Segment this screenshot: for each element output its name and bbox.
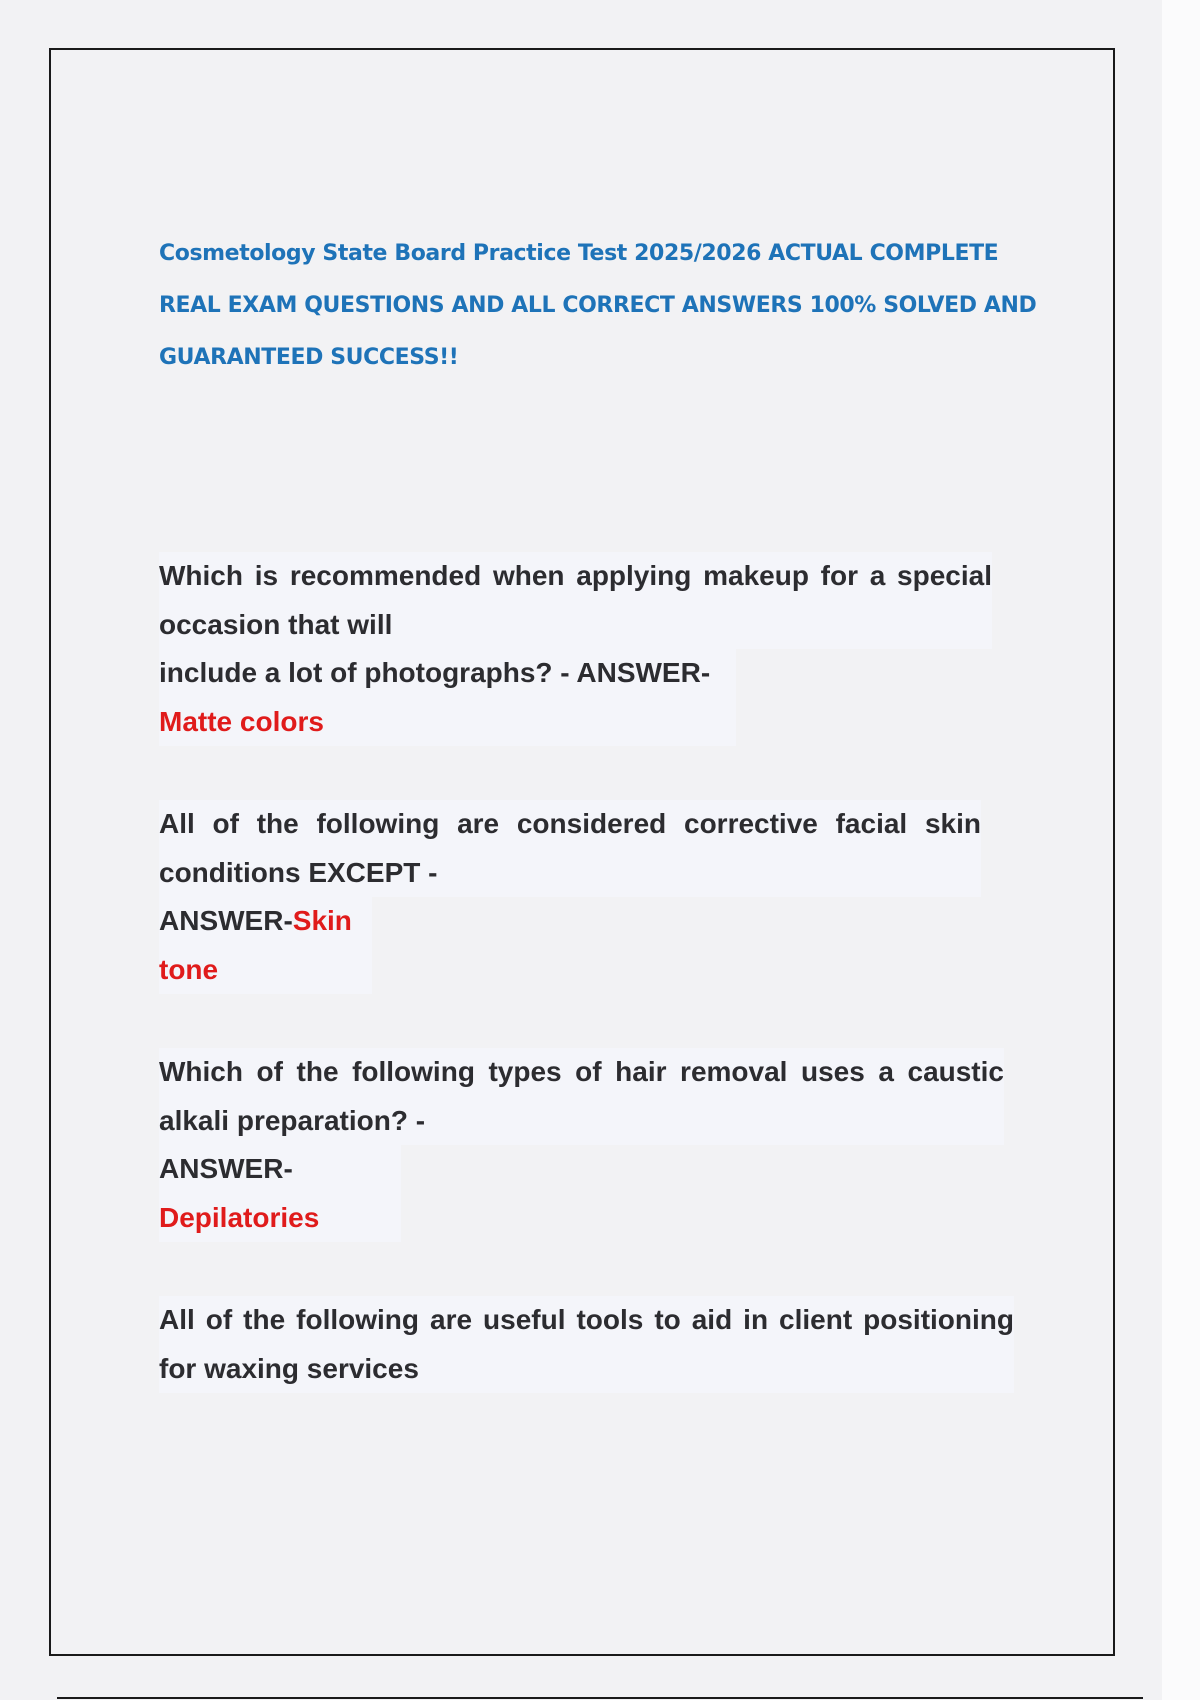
question-2-answer-part-2: tone (159, 946, 372, 995)
question-2-answer-part-1: Skin (292, 905, 352, 936)
document-page (49, 48, 1115, 1656)
question-2 (159, 800, 981, 994)
question-2-line-2: conditions EXCEPT - (159, 849, 981, 898)
question-3-line-1: Which of the following types of hair removal uses a caustic (159, 1048, 1004, 1097)
question-3-line-2: alkali preparation? - (159, 1097, 1004, 1146)
question-3-answer-label: ANSWER- (159, 1145, 401, 1194)
question-2-answer-label: ANSWER- (159, 905, 293, 936)
right-margin-strip (1162, 0, 1200, 1700)
question-3 (159, 1048, 1004, 1242)
question-1-line-2: occasion that will (159, 601, 992, 650)
question-4-line-2: for waxing services (159, 1345, 1014, 1394)
next-page-top-rule (57, 1697, 1143, 1699)
question-1 (159, 552, 992, 746)
question-4 (159, 1296, 1014, 1393)
question-1-line-3: include a lot of photographs? - ANSWER- (159, 649, 736, 698)
question-1-answer: Matte colors (159, 698, 736, 747)
question-2-line-1: All of the following are considered corrective facial skin (159, 800, 981, 849)
question-4-line-1: All of the following are useful tools to aid in client positioning (159, 1296, 1014, 1345)
question-1-line-1: Which is recommended when applying makeup for a special (159, 552, 992, 601)
document-title: Cosmetology State Board Practice Test 2025/2026 ACTUAL COMPLETE REAL EXAM QUESTIONS AND ALL CORRECT ANSWERS 100% SOLVED AND GUARANTEED SUCCESS!! (159, 241, 1037, 370)
question-3-answer: Depilatories (159, 1194, 401, 1243)
